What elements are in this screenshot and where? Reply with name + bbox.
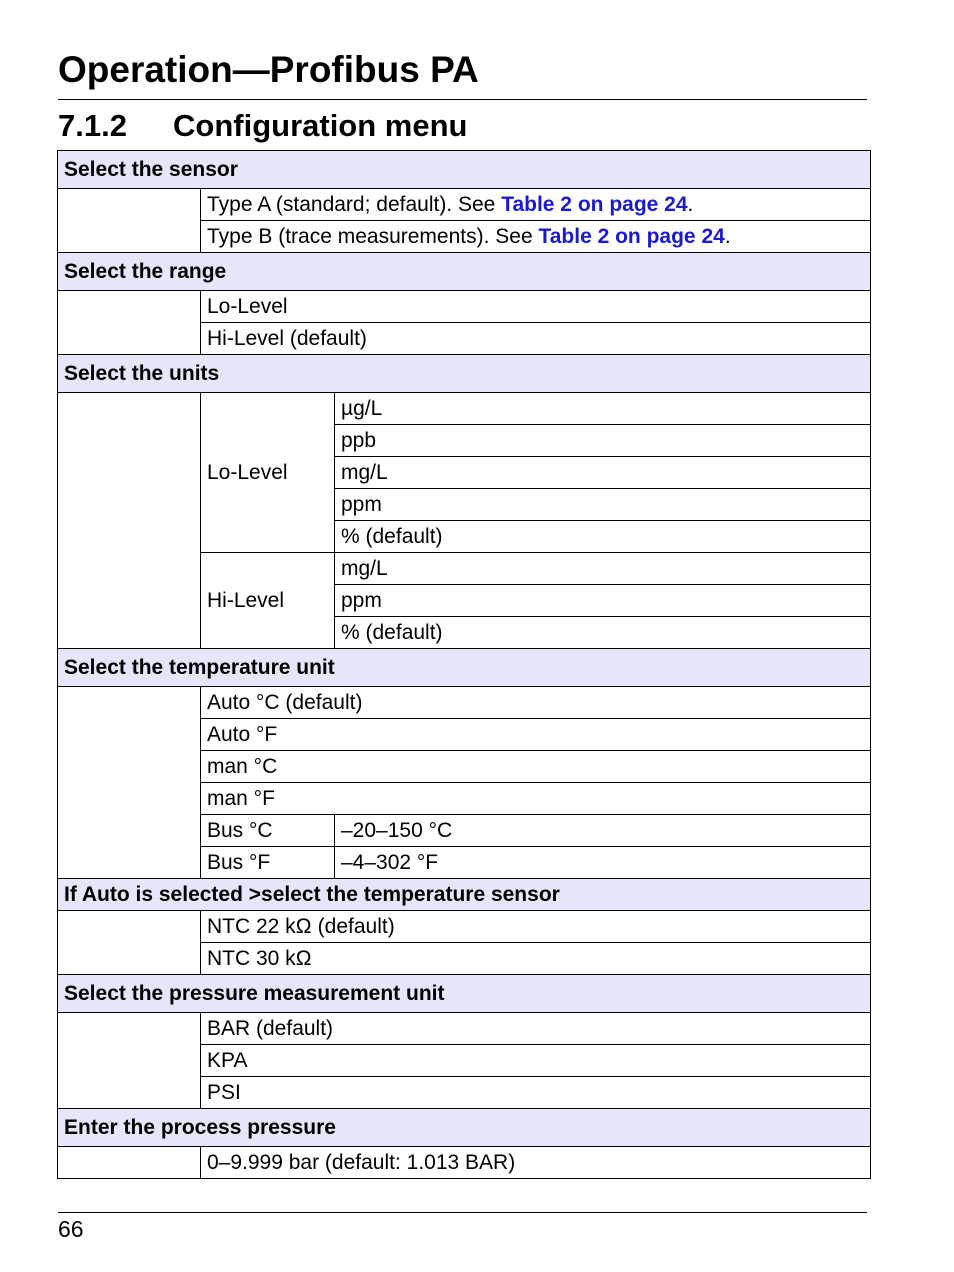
group-header-range: Select the range	[58, 253, 871, 291]
option-pressure-unit: PSI	[201, 1077, 871, 1109]
group-header-process-pressure: Enter the process pressure	[58, 1109, 871, 1147]
option-unit: mg/L	[335, 553, 871, 585]
page-number: 66	[58, 1216, 84, 1242]
table-row	[58, 1147, 871, 1179]
table-row	[58, 151, 871, 189]
option-unit: % (default)	[335, 521, 871, 553]
configuration-menu-table	[57, 150, 871, 1179]
indent-cell	[58, 291, 201, 355]
bus-unit-range: –4–302 °F	[335, 847, 871, 879]
footer-divider	[58, 1212, 867, 1213]
table-row	[58, 975, 871, 1013]
option-sensor-type-a: Type A (standard; default). See Table 2 on page 24.	[201, 189, 871, 221]
group-header-sensor: Select the sensor	[58, 151, 871, 189]
indent-cell	[58, 1013, 201, 1109]
option-bus-unit: Bus °F	[201, 847, 335, 879]
table-row	[58, 687, 871, 719]
process-pressure-range: 0–9.999 bar (default: 1.013 BAR)	[201, 1147, 871, 1179]
table-row	[58, 189, 871, 221]
option-sensor-type-b: Type B (trace measurements). See Table 2 on page 24.	[201, 221, 871, 253]
table-row	[58, 1109, 871, 1147]
table-row	[58, 649, 871, 687]
chapter-title: Operation—Profibus PA	[58, 49, 479, 90]
table-row	[58, 253, 871, 291]
table-row	[58, 1013, 871, 1045]
option-unit: % (default)	[335, 617, 871, 649]
table-2-link[interactable]: Table 2 on page 24	[501, 192, 688, 216]
option-unit: ppm	[335, 585, 871, 617]
units-lo-level-label: Lo-Level	[201, 393, 335, 553]
group-header-temperature-unit: Select the temperature unit	[58, 649, 871, 687]
chapter-divider	[58, 99, 867, 100]
option-unit: ppm	[335, 489, 871, 521]
table-row	[58, 911, 871, 943]
table-2-link[interactable]: Table 2 on page 24	[538, 224, 725, 248]
group-header-temperature-sensor: If Auto is selected >select the temperature sensor	[58, 879, 871, 911]
indent-cell	[58, 1147, 201, 1179]
section-number: 7.1.2	[58, 108, 127, 143]
option-unit: µg/L	[335, 393, 871, 425]
section-heading	[58, 104, 467, 148]
option-temperature-sensor: NTC 30 kΩ	[201, 943, 871, 975]
table-row	[58, 291, 871, 323]
option-range: Lo-Level	[201, 291, 871, 323]
indent-cell	[58, 189, 201, 253]
section-title: Configuration menu	[173, 108, 468, 143]
indent-cell	[58, 393, 201, 649]
option-temperature-unit: man °F	[201, 783, 871, 815]
option-temperature-unit: Auto °F	[201, 719, 871, 751]
indent-cell	[58, 911, 201, 975]
table-row	[58, 879, 871, 911]
option-temperature-unit: man °C	[201, 751, 871, 783]
option-temperature-unit: Auto °C (default)	[201, 687, 871, 719]
table-row	[58, 393, 871, 425]
group-header-pressure-unit: Select the pressure measurement unit	[58, 975, 871, 1013]
group-header-units: Select the units	[58, 355, 871, 393]
option-bus-unit: Bus °C	[201, 815, 335, 847]
option-unit: mg/L	[335, 457, 871, 489]
option-range: Hi-Level (default)	[201, 323, 871, 355]
indent-cell	[58, 687, 201, 879]
bus-unit-range: –20–150 °C	[335, 815, 871, 847]
units-hi-level-label: Hi-Level	[201, 553, 335, 649]
option-unit: ppb	[335, 425, 871, 457]
table-row	[58, 355, 871, 393]
option-pressure-unit: KPA	[201, 1045, 871, 1077]
option-temperature-sensor: NTC 22 kΩ (default)	[201, 911, 871, 943]
option-pressure-unit: BAR (default)	[201, 1013, 871, 1045]
